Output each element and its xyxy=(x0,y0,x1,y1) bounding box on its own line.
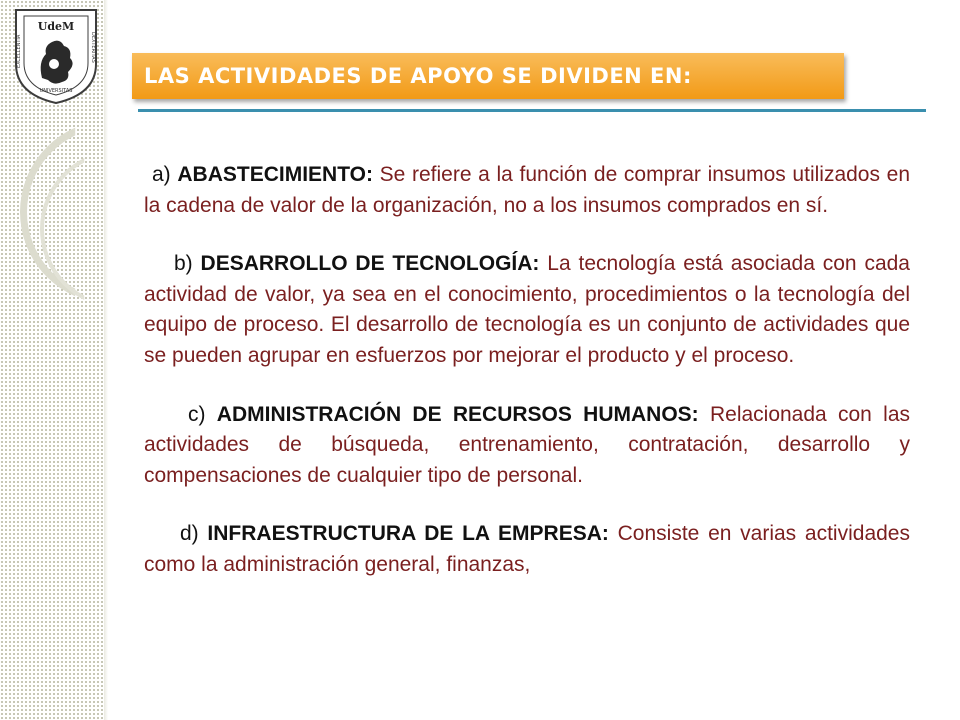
dotted-side-panel xyxy=(0,0,108,720)
paragraph-marker: a) xyxy=(152,163,171,186)
logo-bottom-motto: UNIVERSITAS xyxy=(39,88,73,94)
paragraph-term: ADMINISTRACIÓN DE RECURSOS HUMANOS: xyxy=(216,402,699,426)
paragraph-marker: d) xyxy=(180,522,199,546)
paragraph-text: Consiste en varias actividades como la administración general, finanzas, xyxy=(144,522,910,576)
title-banner xyxy=(132,53,844,99)
content-body xyxy=(144,160,910,609)
paragraph-term: DESARROLLO DE TECNOLOGÍA: xyxy=(200,252,540,276)
paragraph-text: Se refiere a la función de comprar insumos utilizados en la cadena de valor de la organización, no a los insumos comprados en sí. xyxy=(144,163,910,217)
paragraph-term: ABASTECIMIENTO: xyxy=(177,163,373,186)
side-panel-edge xyxy=(104,0,108,720)
paragraph-infraestructura xyxy=(144,519,910,580)
paragraph-text: La tecnología está asociada con cada actividad de valor, ya sea en el conocimiento, procedimientos o la tecnología del equipo de proceso. El desarrollo de tecnología es un conjunto de actividades que se pueden agrupar en esfuerzos por mejorar el producto y el proceso. xyxy=(144,252,910,367)
logo-right-motto: DEXTERITAS xyxy=(90,32,96,63)
paragraph-marker: b) xyxy=(174,252,193,276)
paragraph-text: Relacionada con las actividades de búsqueda, entrenamiento, contratación, desarrollo y compensaciones de cualquier tipo de personal. xyxy=(144,402,910,487)
logo-left-motto: EXCELLENTIA xyxy=(16,34,22,68)
paragraph-desarrollo-tecnologia xyxy=(144,249,910,371)
title-underline xyxy=(138,109,926,112)
university-crest-logo xyxy=(10,6,102,106)
slide-title: LAS ACTIVIDADES DE APOYO SE DIVIDEN EN: xyxy=(144,64,692,88)
paragraph-recursos-humanos xyxy=(144,400,910,492)
paragraph-abastecimiento xyxy=(144,160,910,221)
logo-monogram: UdeM xyxy=(37,20,75,33)
paragraph-marker: c) xyxy=(188,402,206,426)
paragraph-term: INFRAESTRUCTURA DE LA EMPRESA: xyxy=(207,522,609,546)
